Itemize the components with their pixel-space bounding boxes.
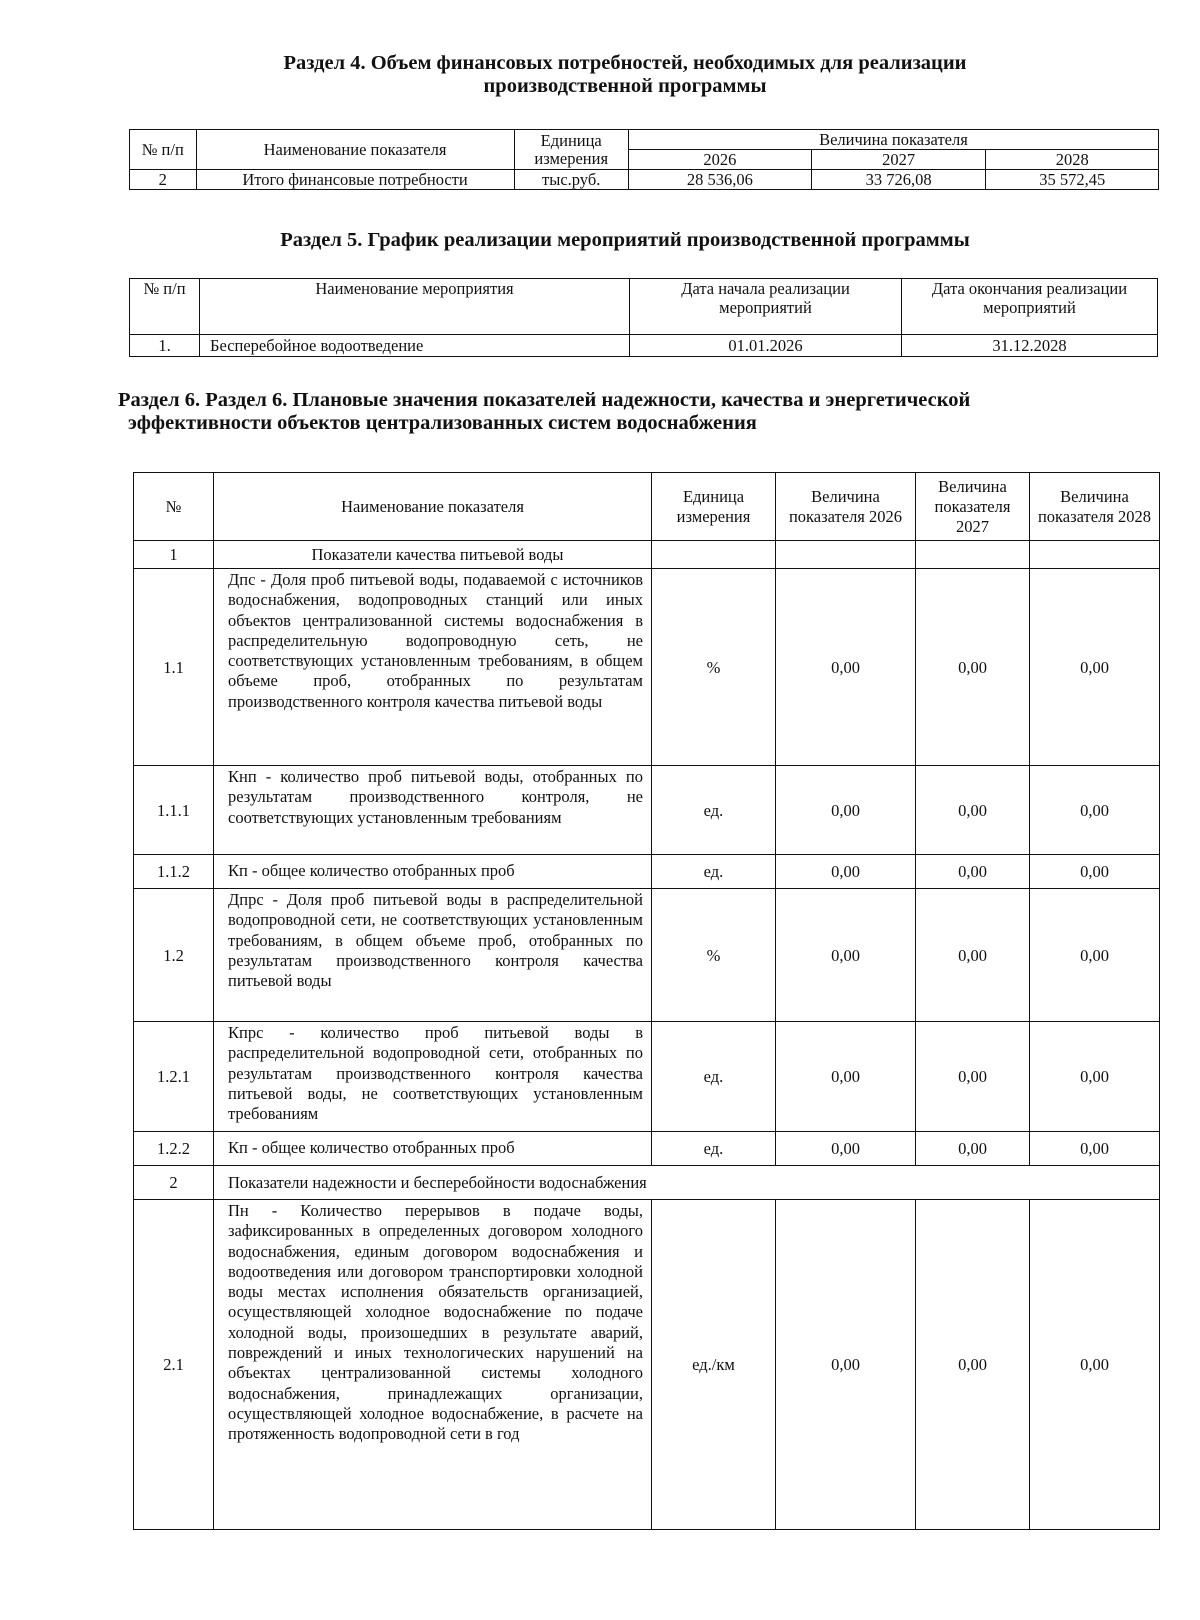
row-unit: ед. bbox=[652, 1022, 776, 1132]
row-value-2027: 0,00 bbox=[916, 889, 1030, 1022]
row-value-2028: 0,00 bbox=[1030, 569, 1160, 766]
row-value-2028: 0,00 bbox=[1030, 1132, 1160, 1166]
row-value-2027: 0,00 bbox=[916, 569, 1030, 766]
row-name: Кп - общее количество отобранных проб bbox=[214, 1132, 652, 1166]
row-value-2028: 0,00 bbox=[1030, 889, 1160, 1022]
row-num: 1.2.1 bbox=[134, 1022, 214, 1132]
section5-title: Раздел 5. График реализации мероприятий производственной программы bbox=[280, 229, 970, 251]
row-num: 1.1 bbox=[134, 569, 214, 766]
row-unit: % bbox=[652, 889, 776, 1022]
row-name: Показатели надежности и бесперебойности водоснабжения bbox=[214, 1166, 1160, 1200]
section4-header-value: Величина показателя bbox=[628, 130, 1158, 150]
section4-title bbox=[130, 52, 1120, 98]
section6-table bbox=[133, 472, 1160, 1530]
row-value-2026: 0,00 bbox=[776, 1132, 916, 1166]
section5-row-name: Бесперебойное водоотведение bbox=[200, 335, 630, 357]
table-row bbox=[134, 541, 1160, 569]
row-unit: ед. bbox=[652, 855, 776, 889]
row-name: Дпрс - Доля проб питьевой воды в распределительной водопроводной сети, не соответствующих установленным требованиям, в общем объеме проб, отобранных по результатам производственного контроля качества питьевой воды bbox=[214, 889, 652, 1022]
section6-header-2028: Величина показателя 2028 bbox=[1030, 473, 1160, 541]
section4-header-2026: 2026 bbox=[628, 150, 811, 170]
row-name: Кпрс - количество проб питьевой воды в распределительной водопроводной сети, отобранных по результатам производственного контроля качества питьевой воды, не соответствующих установленным требованиям bbox=[214, 1022, 652, 1132]
section4-title-line2: производственной программы bbox=[483, 75, 767, 97]
section5-row-end: 31.12.2028 bbox=[902, 335, 1158, 357]
table-row bbox=[134, 766, 1160, 855]
section4-header-unit: Единица измерения bbox=[514, 130, 628, 170]
section4-row-2028: 35 572,45 bbox=[986, 170, 1159, 190]
section6-header-2027: Величина показателя 2027 bbox=[916, 473, 1030, 541]
row-num: 2 bbox=[134, 1166, 214, 1200]
section4-title-line1: Раздел 4. Объем финансовых потребностей, необходимых для реализации bbox=[283, 52, 967, 74]
table-row bbox=[134, 855, 1160, 889]
row-value-2026: 0,00 bbox=[776, 1022, 916, 1132]
row-value-2027: 0,00 bbox=[916, 1200, 1030, 1530]
section4-table bbox=[129, 129, 1159, 190]
section5-header-num: № п/п bbox=[130, 279, 200, 335]
section5-header-end: Дата окончания реализации мероприятий bbox=[902, 279, 1158, 335]
table-row bbox=[130, 335, 1158, 357]
section4-row-name: Итого финансовые потребности bbox=[196, 170, 514, 190]
section4-header-2027: 2027 bbox=[811, 150, 986, 170]
row-unit: % bbox=[652, 569, 776, 766]
table-row bbox=[134, 1132, 1160, 1166]
row-unit: ед./км bbox=[652, 1200, 776, 1530]
row-name: Кнп - количество проб питьевой воды, отобранных по результатам производственного контроля, не соответствующих установленным требованиям bbox=[214, 766, 652, 855]
section5-row-num: 1. bbox=[130, 335, 200, 357]
row-name: Дпс - Доля проб питьевой воды, подаваемой с источников водоснабжения, водопроводных станций или иных объектов централизованной системы водоснабжения в распределительную водопроводную сеть, не соответствующих установленным требованиям, в общем объеме проб, отобранных по результатам производственного контроля качества питьевой воды bbox=[214, 569, 652, 766]
row-value-2026: 0,00 bbox=[776, 766, 916, 855]
row-unit: ед. bbox=[652, 1132, 776, 1166]
table-row bbox=[130, 170, 1159, 190]
section4-row-2026: 28 536,06 bbox=[628, 170, 811, 190]
section4-row-2027: 33 726,08 bbox=[811, 170, 986, 190]
section4-header-2028: 2028 bbox=[986, 150, 1159, 170]
row-name: Пн - Количество перерывов в подаче воды, зафиксированных в определенных договором холодного водоснабжения, единым договором водоснабжения и водоотведения или договором транспортировки холодной воды местах исполнения обязательств организацией, осуществляющей холодное водоснабжение по подаче холодной воды, произошедших в результате аварий, повреждений и иных технологических нарушений на объектах централизованной системы холодного водоснабжения, принадлежащих организации, осуществляющей холодное водоснабжение, в расчете на протяженность водопроводной сети в год bbox=[214, 1200, 652, 1530]
row-unit: ед. bbox=[652, 766, 776, 855]
row-value-2026: 0,00 bbox=[776, 1200, 916, 1530]
row-num: 2.1 bbox=[134, 1200, 214, 1530]
section4-row-num: 2 bbox=[130, 170, 197, 190]
row-num: 1.1.2 bbox=[134, 855, 214, 889]
row-value-2028: 0,00 bbox=[1030, 855, 1160, 889]
row-value-2028: 0,00 bbox=[1030, 766, 1160, 855]
table-row bbox=[134, 1200, 1160, 1530]
row-num: 1.2 bbox=[134, 889, 214, 1022]
section6-header-num: № bbox=[134, 473, 214, 541]
table-row bbox=[134, 569, 1160, 766]
table-row bbox=[134, 1166, 1160, 1200]
row-value-2028: 0,00 bbox=[1030, 1200, 1160, 1530]
row-value-2027: 0,00 bbox=[916, 1132, 1030, 1166]
row-value-2027: 0,00 bbox=[916, 855, 1030, 889]
section6-title-line2: эффективности объектов централизованных систем водоснабжения bbox=[128, 412, 757, 434]
section5-header-start: Дата начала реализации мероприятий bbox=[630, 279, 902, 335]
section6-header-2026: Величина показателя 2026 bbox=[776, 473, 916, 541]
section5-table bbox=[129, 278, 1158, 357]
section6-title bbox=[118, 389, 1158, 435]
table-row bbox=[134, 1022, 1160, 1132]
row-num: 1.2.2 bbox=[134, 1132, 214, 1166]
table-row bbox=[134, 889, 1160, 1022]
row-value-2026: 0,00 bbox=[776, 855, 916, 889]
row-value-2026: 0,00 bbox=[776, 889, 916, 1022]
section6-header-unit: Единица измерения bbox=[652, 473, 776, 541]
row-name: Показатели качества питьевой воды bbox=[214, 541, 652, 569]
section5-header-name: Наименование мероприятия bbox=[200, 279, 630, 335]
row-name: Кп - общее количество отобранных проб bbox=[214, 855, 652, 889]
section5-row-start: 01.01.2026 bbox=[630, 335, 902, 357]
row-value-2028: 0,00 bbox=[1030, 1022, 1160, 1132]
row-value-2027: 0,00 bbox=[916, 766, 1030, 855]
section4-header-num: № п/п bbox=[130, 130, 197, 170]
section4-row-unit: тыс.руб. bbox=[514, 170, 628, 190]
row-num: 1 bbox=[134, 541, 214, 569]
section6-title-line1: Раздел 6. Раздел 6. Плановые значения показателей надежности, качества и энергетической bbox=[118, 389, 971, 411]
section4-header-name: Наименование показателя bbox=[196, 130, 514, 170]
row-value-2027: 0,00 bbox=[916, 1022, 1030, 1132]
row-value-2026: 0,00 bbox=[776, 569, 916, 766]
section6-header-name: Наименование показателя bbox=[214, 473, 652, 541]
row-num: 1.1.1 bbox=[134, 766, 214, 855]
